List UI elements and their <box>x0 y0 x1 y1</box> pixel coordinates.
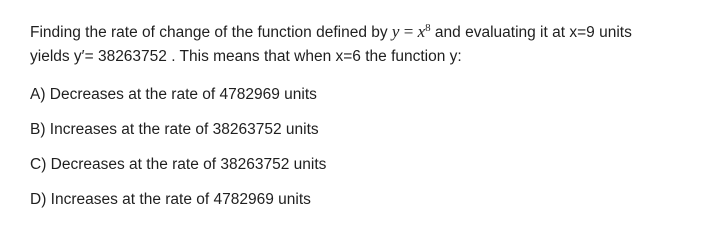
question-line2: yields y′= 38263752 . This means that when x=6 the function y: <box>30 48 462 65</box>
option-c[interactable]: C) Decreases at the rate of 38263752 units <box>30 156 327 173</box>
option-d[interactable]: D) Increases at the rate of 4782969 units <box>30 191 311 208</box>
question-text <box>30 20 710 69</box>
option-a[interactable]: A) Decreases at the rate of 4782969 units <box>30 86 317 103</box>
option-b[interactable]: B) Increases at the rate of 38263752 units <box>30 121 319 138</box>
math-lhs: y <box>391 22 400 41</box>
question-part2: and evaluating it at x=9 units <box>430 24 632 41</box>
question-part1: Finding the rate of change of the function defined by <box>30 24 392 41</box>
function-expression <box>392 22 431 41</box>
math-equals: = <box>399 22 418 41</box>
math-base: x <box>417 22 426 41</box>
math-exponent: 8 <box>425 22 431 34</box>
